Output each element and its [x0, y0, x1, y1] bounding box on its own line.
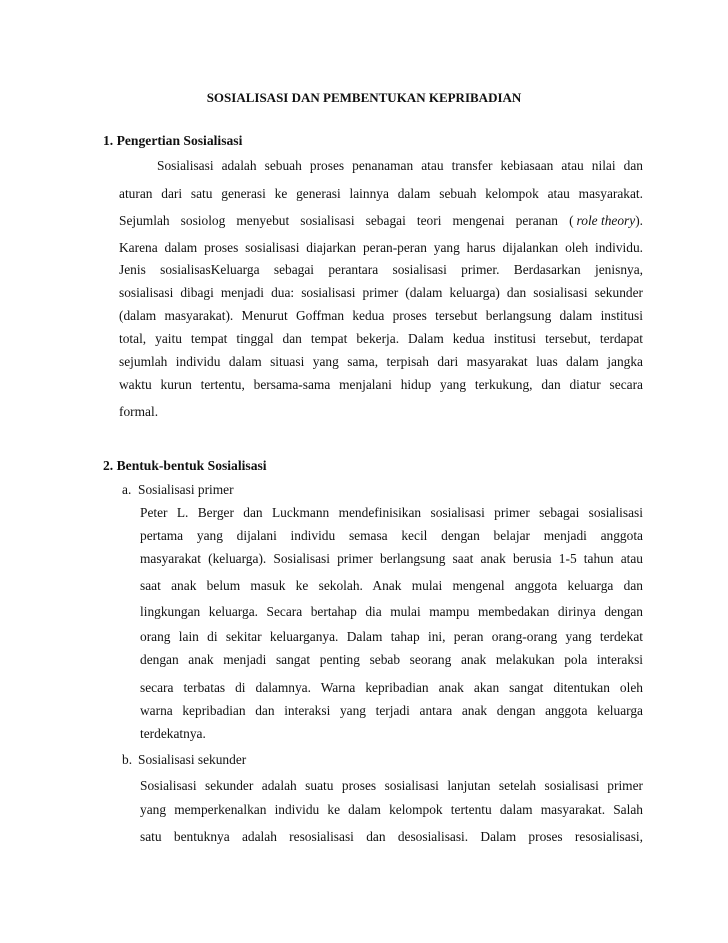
subsection-a-label: Sosialisasi primer	[138, 482, 234, 497]
section-2-heading: 2. Bentuk-bentuk Sosialisasi	[103, 458, 267, 473]
paragraph-line: orang lain di sekitar keluarganya. Dalam tahap ini, peran orang-orang yang terdekat	[140, 629, 643, 644]
subsection-a-marker: a.	[122, 482, 132, 497]
paragraph-line: warna kepribadian dan interaksi yang terjadi antara anak dengan anggota keluarga	[140, 703, 643, 718]
paragraph-line: formal.	[119, 404, 159, 419]
section-1-heading: 1. Pengertian Sosialisasi	[103, 133, 243, 148]
paragraph-line: terdekatnya.	[140, 726, 206, 741]
paragraph-line: Jenis sosialisasKeluarga sebagai perantara sosialisasi primer. Berdasarkan jenisnya,	[119, 262, 643, 277]
paragraph-line: satu bentuknya adalah resosialisasi dan desosialisasi. Dalam proses resosialisasi,	[140, 829, 643, 844]
paragraph-line: saat anak belum masuk ke sekolah. Anak mulai mengenal anggota keluarga dan	[140, 578, 643, 593]
paragraph-line: secara terbatas di dalamnya. Warna kepribadian anak akan sangat ditentukan oleh	[140, 680, 643, 695]
paragraph-line: total, yaitu tempat tinggal dan tempat bekerja. Dalam kedua institusi tersebut, terdapat	[119, 331, 643, 346]
paragraph-line: yang memperkenalkan individu ke dalam kelompok tertentu dalam masyarakat. Salah	[140, 802, 643, 817]
paragraph-line-text: Sejumlah sosiolog menyebut sosialisasi sebagai teori mengenai peranan (	[119, 213, 574, 228]
subsection-b-label: Sosialisasi sekunder	[138, 752, 247, 767]
subsection-b-heading	[122, 752, 246, 768]
paragraph-line: masyarakat (keluarga). Sosialisasi primer berlangsung saat anak berusia 1-5 tahun atau	[140, 551, 643, 566]
subsection-a-heading	[122, 482, 234, 498]
subsection-b-marker: b.	[122, 752, 133, 767]
paragraph-line: Karena dalam proses sosialisasi diajarkan peran-peran yang harus dijalankan oleh individu.	[119, 240, 643, 255]
paragraph-line: Sosialisasi adalah sebuah proses penanaman atau transfer kebiasaan atau nilai dan	[157, 158, 643, 173]
paragraph-line: waktu kurun tertentu, bersama-sama menjalani hidup yang terkukung, dan diatur secara	[119, 377, 643, 392]
paragraph-line: Sosialisasi sekunder adalah suatu proses sosialisasi lanjutan setelah sosialisasi primer	[140, 778, 643, 793]
paragraph-line: sejumlah individu dalam situasi yang sama, terpisah dari masyarakat luas dalam jangka	[119, 354, 643, 369]
paragraph-line: Peter L. Berger dan Luckmann mendefinisikan sosialisasi primer sebagai sosialisasi	[140, 505, 643, 520]
paragraph-line: aturan dari satu generasi ke generasi lainnya dalam sebuah kelompok atau masyarakat.	[119, 186, 643, 201]
paragraph-line: sosialisasi dibagi menjadi dua: sosialisasi primer (dalam keluarga) dan sosialisasi sekunder	[119, 285, 643, 300]
paragraph-line: (dalam masyarakat). Menurut Goffman kedua proses tersebut berlangsung dalam institusi	[119, 308, 643, 323]
role-theory-term: role theory	[576, 213, 636, 228]
paragraph-line: dengan anak menjadi sangat penting sebab seorang anak melakukan pola interaksi	[140, 652, 643, 667]
paragraph-line: pertama yang dijalani individu semasa kecil dengan belajar menjadi anggota	[140, 528, 643, 543]
paragraph-line: lingkungan keluarga. Secara bertahap dia mulai mampu membedakan dirinya dengan	[140, 604, 643, 619]
paragraph-line	[119, 213, 643, 229]
document-title: SOSIALISASI DAN PEMBENTUKAN KEPRIBADIAN	[206, 90, 522, 105]
paragraph-line-end: ).	[635, 213, 643, 228]
